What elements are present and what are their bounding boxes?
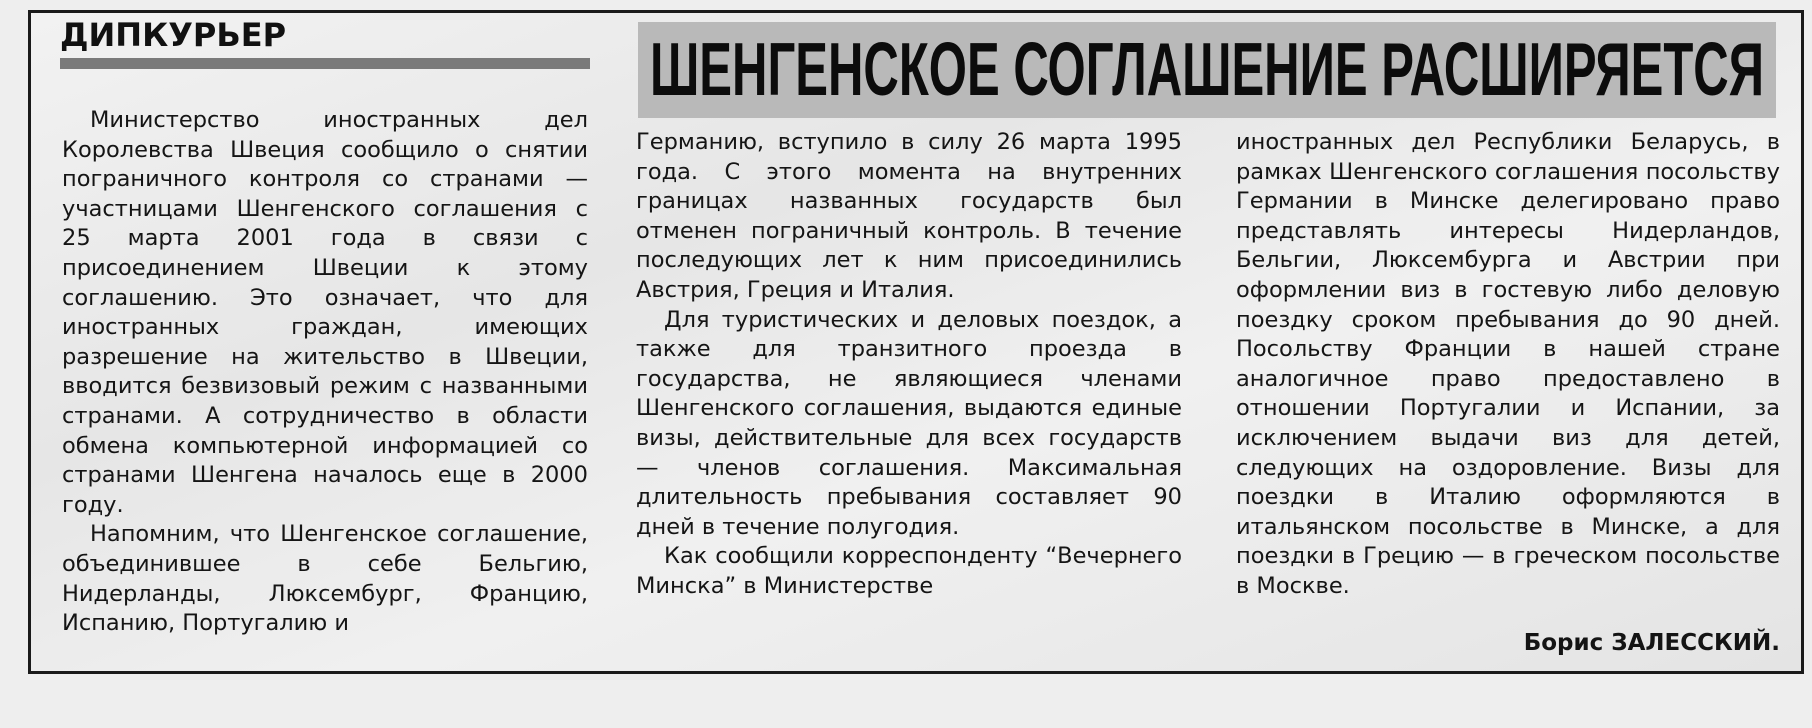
author-signature: Борис ЗАЛЕССКИЙ.	[1523, 630, 1780, 656]
paragraph: Министерство иностранных дел Королевства Швеция сообщило о снятии пограничного контроля со странами — участницами Шенгенского соглашения с 25 марта 2001 года в связи с присоединением Швеции к этому соглашению. Это означает, что для иностранных граждан, имеющих разрешение на жительство в Швеции, вводится безвизовый режим с названными странами. А сотрудничество в области обмена компьютерной информацией со странами Шенгена началось еще в 2000 году.	[62, 107, 588, 518]
article-column-2	[636, 128, 1182, 602]
paragraph: Как сообщили корреспонденту “Вечернего Минска” в Министерстве	[636, 543, 1182, 599]
rubric-underline	[60, 58, 590, 69]
headline	[638, 22, 1776, 118]
paragraph: иностранных дел Республики Беларусь, в рамках Шенгенского соглашения посольству Германии в Минске делегировано право представлять интересы Нидерландов, Бельгии, Люксембурга и Австрии при оформлении виз в гостевую либо деловую поездку сроком пребывания до 90 дней. Посольству Франции в нашей стране аналогичное право предоставлено в отношении Португалии и Испании, за исключением выдачи виз для детей, следующих на оздоровление. Визы для поездки в Италию оформляются в итальянском посольстве в Минске, а для поездки в Грецию — в греческом посольстве в Москве.	[1236, 129, 1780, 599]
paragraph: Германию, вступило в силу 26 марта 1995 года. С этого момента на внутренних границах названных государств был отменен пограничный контроль. В течение последующих лет к ним присоединились Австрия, Греция и Италия.	[636, 129, 1182, 303]
rubric-title: ДИПКУРЬЕР	[60, 16, 287, 54]
paragraph: Для туристических и деловых поездок, а также для транзитного проезда в государства, не являющиеся членами Шенгенского соглашения, выдаются единые визы, действительные для всех государств — членов соглашения. Максимальная длительность пребывания составляет 90 дней в течение полугодия.	[636, 306, 1182, 540]
headline-text: ШЕНГЕНСКОЕ СОГЛАШЕНИЕ РАСШИРЯЕТСЯ	[650, 28, 1764, 113]
paragraph: Напомним, что Шенгенское соглашение, объединившее в себе Бельгию, Нидерланды, Люксембург, Францию, Испанию, Португалию и	[62, 521, 588, 637]
article-column-1	[62, 106, 588, 639]
article-column-3	[1236, 128, 1780, 602]
